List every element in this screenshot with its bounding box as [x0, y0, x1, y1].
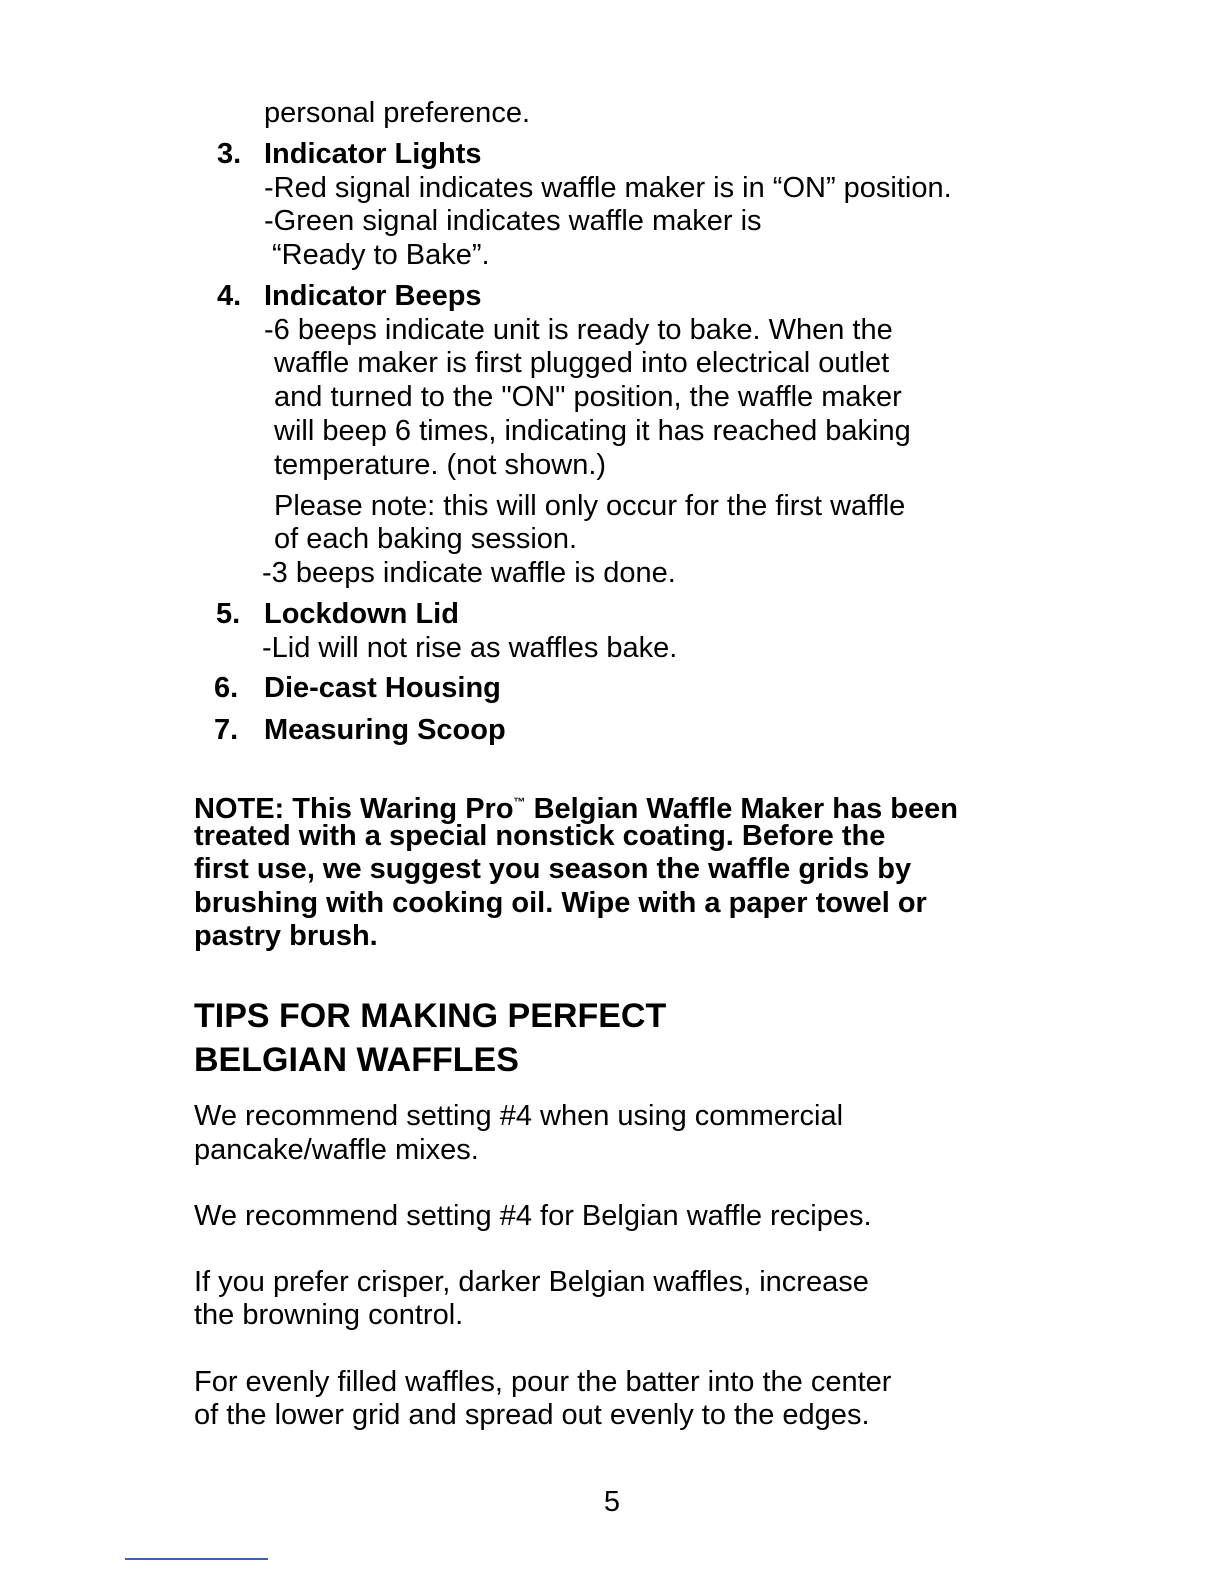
section-heading: TIPS FOR MAKING PERFECT [194, 997, 667, 1035]
note-line: treated with a special nonstick coating. Before the [194, 820, 886, 852]
item-text-line: waffle maker is first plugged into electrical outlet [274, 347, 890, 379]
note-start: NOTE: This Waring Pro [194, 793, 514, 825]
item-title-die-cast-housing: Die-cast Housing [264, 672, 501, 704]
item-title-indicator-beeps: Indicator Beeps [264, 280, 482, 312]
tip-text-line: the browning control. [194, 1299, 464, 1331]
tip-text-line: of the lower grid and spread out evenly to the edges. [194, 1399, 870, 1431]
item-text-line: -3 beeps indicate waffle is done. [262, 557, 676, 589]
item-text-line: -Green signal indicates waffle maker is [264, 205, 762, 237]
note-end: Belgian Waffle Maker has been [525, 793, 958, 825]
item-title-measuring-scoop: Measuring Scoop [264, 714, 506, 746]
note-line: brushing with cooking oil. Wipe with a paper towel or [194, 887, 927, 919]
item-text-line: temperature. (not shown.) [274, 449, 607, 481]
page-number: 5 [603, 1486, 621, 1518]
item-number: 5. [216, 598, 241, 630]
item-text-line: “Ready to Bake”. [272, 239, 490, 271]
note-line: pastry brush. [194, 920, 378, 952]
item-text-line: -Lid will not rise as waffles bake. [262, 632, 678, 664]
item-number: 3. [217, 138, 242, 170]
item-text-line: and turned to the "ON" position, the waffle maker [274, 381, 902, 413]
note-line: first use, we suggest you season the waffle grids by [194, 853, 912, 885]
continuation-line: personal preference. [264, 97, 530, 129]
item-text-line: Please note: this will only occur for the first waffle [274, 490, 906, 522]
trademark-symbol: ™ [513, 795, 526, 809]
item-number: 6. [214, 672, 239, 704]
tip-text-line: We recommend setting #4 when using commercial [194, 1100, 844, 1132]
item-text-line: will beep 6 times, indicating it has reached baking [274, 415, 911, 447]
tip-text-line: If you prefer crisper, darker Belgian waffles, increase [194, 1266, 869, 1298]
item-number: 4. [217, 280, 242, 312]
item-text-line: of each baking session. [274, 523, 578, 555]
item-text-line: -6 beeps indicate unit is ready to bake. When the [264, 314, 893, 346]
tip-text-line: We recommend setting #4 for Belgian waffle recipes. [194, 1200, 872, 1232]
footer-rule [125, 1558, 268, 1560]
item-number: 7. [214, 714, 239, 746]
item-title-indicator-lights: Indicator Lights [264, 138, 482, 170]
section-heading: BELGIAN WAFFLES [194, 1041, 519, 1079]
tip-text-line: For evenly filled waffles, pour the batter into the center [194, 1366, 892, 1398]
tip-text-line: pancake/waffle mixes. [194, 1134, 479, 1166]
item-title-lockdown-lid: Lockdown Lid [264, 598, 459, 630]
item-text-line: -Red signal indicates waffle maker is in “ON” position. [264, 172, 952, 204]
